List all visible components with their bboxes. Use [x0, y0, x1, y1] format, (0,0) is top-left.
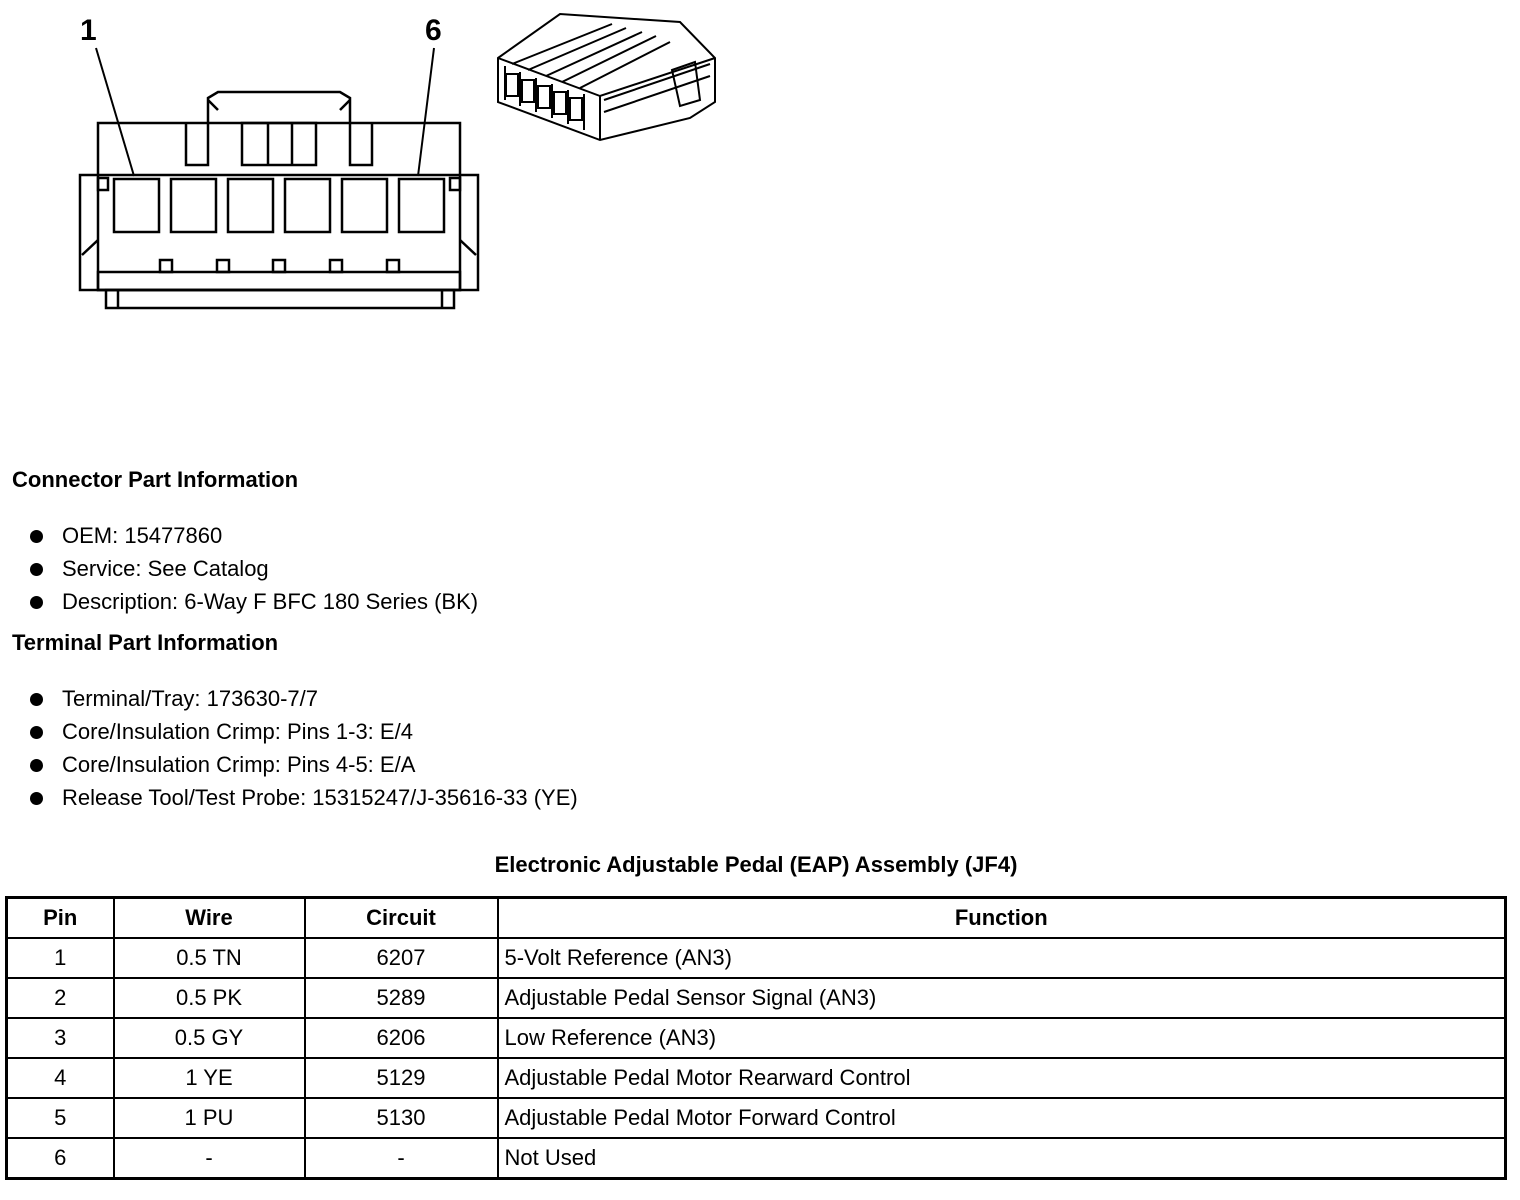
- list-item: Core/Insulation Crimp: Pins 1-3: E/4: [30, 715, 578, 748]
- pin-label-1: 1: [80, 14, 97, 47]
- pin-leader-lines: [96, 48, 434, 176]
- cavity-3: [228, 179, 273, 232]
- list-item: OEM: 15477860: [30, 519, 478, 552]
- cell-function: Not Used: [498, 1138, 1506, 1179]
- pin-label-6: 6: [425, 14, 442, 47]
- connector-face-view: [80, 92, 478, 308]
- bullet-icon: [30, 759, 43, 772]
- connector-part-info-list: [30, 519, 478, 618]
- header-function: Function: [498, 898, 1506, 939]
- table-row: [7, 1018, 1506, 1058]
- cell-circuit: 5130: [305, 1098, 498, 1138]
- list-item: Core/Insulation Crimp: Pins 4-5: E/A: [30, 748, 578, 781]
- list-item: Release Tool/Test Probe: 15315247/J-35616-33 (YE): [30, 781, 578, 814]
- bullet-icon: [30, 693, 43, 706]
- list-item: Description: 6-Way F BFC 180 Series (BK): [30, 585, 478, 618]
- cell-wire: 0.5 TN: [114, 938, 305, 978]
- bullet-icon: [30, 726, 43, 739]
- cell-function: 5-Volt Reference (AN3): [498, 938, 1506, 978]
- table-row: [7, 1098, 1506, 1138]
- connector-part-info-title: Connector Part Information: [12, 467, 299, 492]
- cavity-5: [342, 179, 387, 232]
- header-wire: Wire: [114, 898, 305, 939]
- bullet-icon: [30, 596, 43, 609]
- cell-pin: 3: [7, 1018, 114, 1058]
- list-item: Service: See Catalog: [30, 552, 478, 585]
- list-item: Terminal/Tray: 173630-7/7: [30, 682, 578, 715]
- cell-pin: 5: [7, 1098, 114, 1138]
- header-circuit: Circuit: [305, 898, 498, 939]
- cell-wire: 1 YE: [114, 1058, 305, 1098]
- bullet-icon: [30, 563, 43, 576]
- cell-wire: 0.5 PK: [114, 978, 305, 1018]
- cell-function: Low Reference (AN3): [498, 1018, 1506, 1058]
- table-header-row: [7, 898, 1506, 939]
- connector-diagram: [0, 0, 760, 330]
- cell-circuit: 5289: [305, 978, 498, 1018]
- connector-isometric-view: [498, 14, 715, 140]
- cavity-2: [171, 179, 216, 232]
- cell-function: Adjustable Pedal Motor Rearward Control: [498, 1058, 1506, 1098]
- cell-circuit: 6207: [305, 938, 498, 978]
- table-row: [7, 938, 1506, 978]
- terminal-part-info-list: [30, 682, 578, 814]
- cavity-6: [399, 179, 444, 232]
- cell-pin: 2: [7, 978, 114, 1018]
- table-row: [7, 978, 1506, 1018]
- cell-circuit: 6206: [305, 1018, 498, 1058]
- cavity-1: [114, 179, 159, 232]
- terminal-part-info-title: Terminal Part Information: [12, 630, 279, 655]
- cell-pin: 6: [7, 1138, 114, 1179]
- cavity-4: [285, 179, 330, 232]
- header-pin: Pin: [7, 898, 114, 939]
- pinout-table: [5, 896, 1507, 1180]
- cell-circuit: 5129: [305, 1058, 498, 1098]
- cell-wire: 0.5 GY: [114, 1018, 305, 1058]
- pinout-table-title: Electronic Adjustable Pedal (EAP) Assembly (JF4): [494, 852, 1018, 877]
- cell-pin: 4: [7, 1058, 114, 1098]
- cell-wire: 1 PU: [114, 1098, 305, 1138]
- cell-wire: -: [114, 1138, 305, 1179]
- bullet-icon: [30, 792, 43, 805]
- table-row: [7, 1138, 1506, 1179]
- table-row: [7, 1058, 1506, 1098]
- cell-function: Adjustable Pedal Motor Forward Control: [498, 1098, 1506, 1138]
- cell-circuit: -: [305, 1138, 498, 1179]
- terminal-cavities: [114, 179, 444, 232]
- cell-pin: 1: [7, 938, 114, 978]
- bullet-icon: [30, 530, 43, 543]
- cell-function: Adjustable Pedal Sensor Signal (AN3): [498, 978, 1506, 1018]
